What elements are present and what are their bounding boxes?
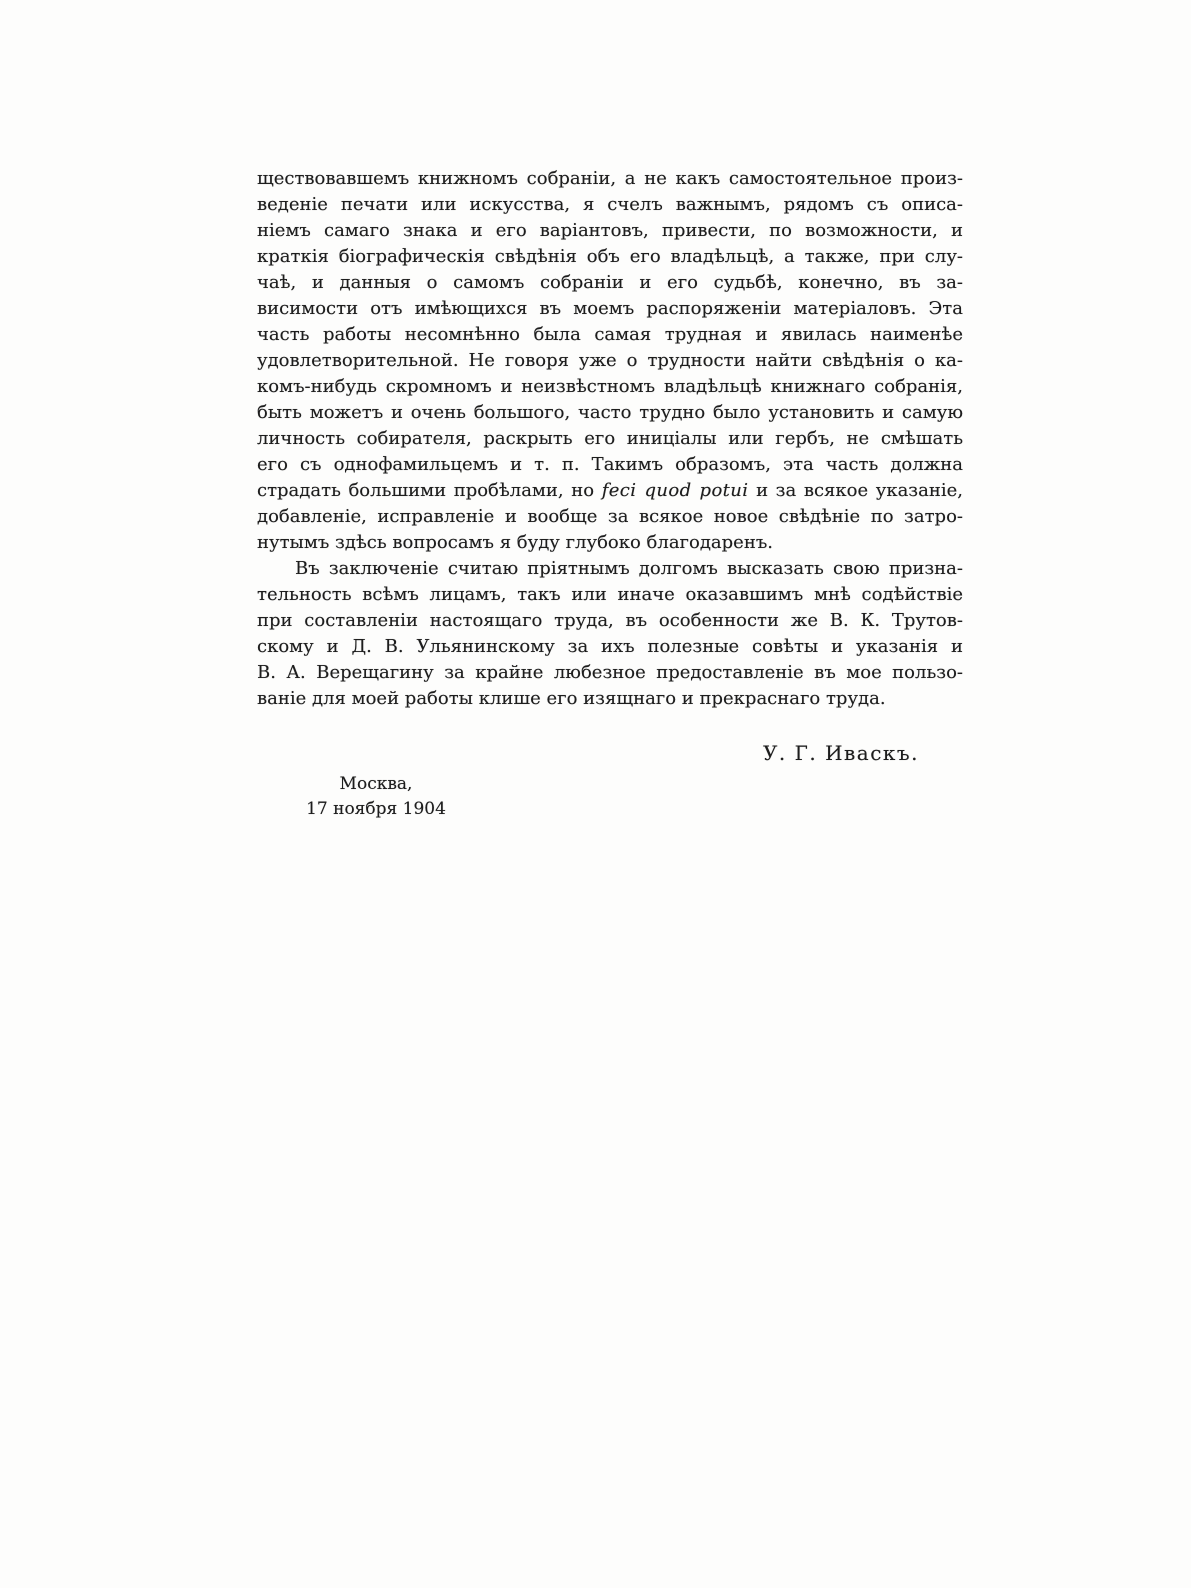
text-line: часть работы несомнѣнно была самая трудная и явилась наименѣе: [257, 324, 963, 345]
text-fragment: и за всякое указаніе,: [756, 480, 963, 501]
text-block: [257, 166, 963, 712]
place-line: Москва,: [339, 774, 413, 794]
text-line: веденіе печати или искусства, я счелъ важнымъ, рядомъ съ описа-: [257, 194, 963, 215]
date-line: 17 ноября 1904: [306, 799, 446, 819]
text-line: комъ-нибудь скромномъ и неизвѣстномъ владѣльцѣ книжнаго собранія,: [257, 376, 963, 397]
text-line: добавленіе, исправленіе и вообще за всякое новое свѣдѣніе по затро-: [257, 506, 963, 527]
text-line: ніемъ самаго знака и его варіантовъ, привести, по возможности, и: [257, 220, 963, 241]
text-line: тельность всѣмъ лицамъ, такъ или иначе оказавшимъ мнѣ содѣйствіе: [257, 584, 963, 605]
place-date-block: [301, 772, 451, 822]
text-line: при составленіи настоящаго труда, въ особенности же В. К. Трутов-: [257, 610, 963, 631]
paragraph-2: [257, 556, 963, 712]
text-line: ществовавшемъ книжномъ собраніи, а не какъ самостоятельное произ-: [257, 168, 963, 189]
text-line: В. А. Верещагину за крайне любезное предоставленіе въ мое пользо-: [257, 662, 963, 683]
text-line: висимости отъ имѣющихся въ моемъ распоряженіи матеріаловъ. Эта: [257, 298, 963, 319]
text-line: удовлетворительной. Не говоря уже о трудности найти свѣдѣнія о ка-: [257, 350, 963, 371]
text-line: чаѣ, и данныя о самомъ собраніи и его судьбѣ, конечно, въ за-: [257, 272, 963, 293]
author-signature: У. Г. Иваскъ.: [762, 741, 919, 765]
text-line: быть можетъ и очень большого, часто трудно было установить и самую: [257, 402, 963, 423]
text-fragment: страдать большими пробѣлами, но: [257, 480, 595, 501]
latin-phrase: feci quod potui: [601, 480, 749, 501]
text-line: краткія біографическія свѣдѣнія объ его владѣльцѣ, а также, при слу-: [257, 246, 963, 267]
text-line: Въ заключеніе считаю пріятнымъ долгомъ высказать свою призна-: [295, 558, 963, 579]
text-line: нутымъ здѣсь вопросамъ я буду глубоко благодаренъ.: [257, 532, 773, 553]
text-line: скому и Д. В. Ульянинскому за ихъ полезные совѣты и указанія и: [257, 636, 963, 657]
text-line: ваніе для моей работы клише его изящнаго и прекраснаго труда.: [257, 688, 886, 709]
text-line-with-latin: [257, 478, 963, 504]
text-line: его съ однофамильцемъ и т. п. Такимъ образомъ, эта часть должна: [257, 454, 963, 475]
paragraph-1: [257, 166, 963, 556]
text-line: личность собирателя, раскрыть его иниціалы или гербъ, не смѣшать: [257, 428, 963, 449]
